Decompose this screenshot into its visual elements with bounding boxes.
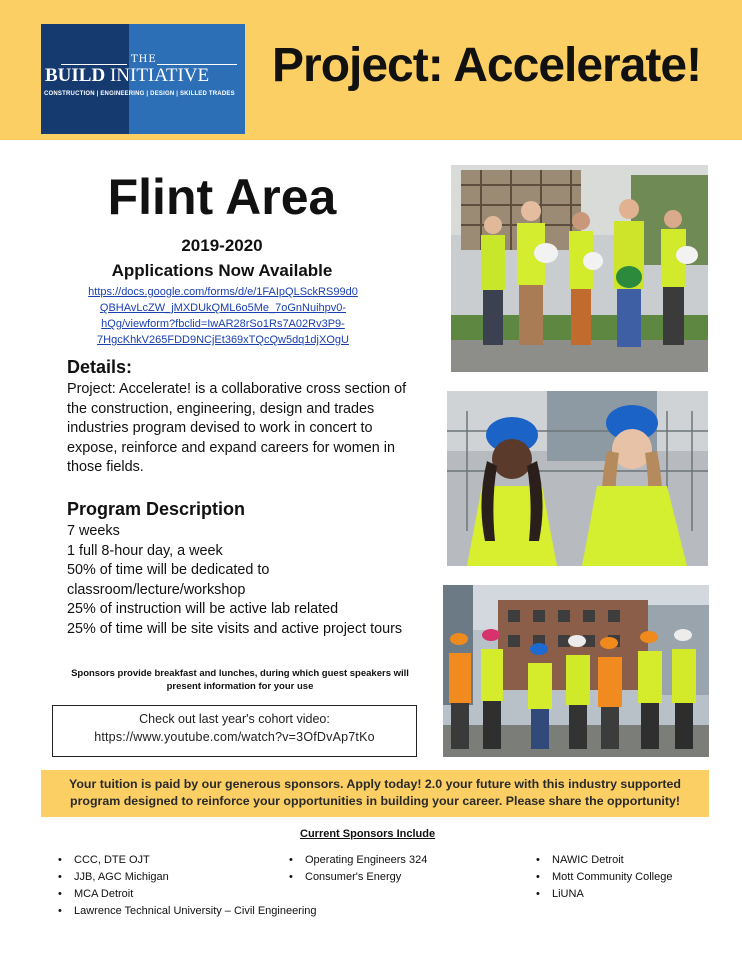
sponsor-item: • MCA Detroit	[58, 886, 317, 903]
video-link[interactable]: https://www.youtube.com/watch?v=3OfDvAp7tKo	[94, 730, 375, 744]
application-link-line[interactable]: hQg/viewform?fbclid=IwAR28rSo1Rs7A02Rv3P9-	[101, 318, 345, 330]
details-heading: Details:	[67, 357, 133, 377]
logo-tagline: CONSTRUCTION | ENGINEERING | DESIGN | SKILLED TRADES	[44, 91, 235, 97]
logo-wordmark	[45, 65, 209, 87]
logo-word-build: BUILD	[45, 65, 106, 86]
photo-two-women-blue-hardhats	[447, 391, 708, 566]
sponsor-item: • JJB, AGC Michigan	[58, 869, 317, 886]
sponsor-item: • Lawrence Technical University – Civil Engineering	[58, 903, 317, 920]
sponsor-item: • Mott Community College	[536, 869, 672, 886]
video-callout-box	[52, 705, 417, 757]
sponsor-item: • Operating Engineers 324	[289, 852, 427, 869]
sponsor-item: • CCC, DTE OJT	[58, 852, 317, 869]
program-item: 25% of instruction will be active lab related	[67, 601, 339, 618]
sponsors-list-col1	[58, 852, 317, 920]
program-item: 7 weeks	[67, 523, 120, 539]
application-link-line[interactable]: QBHAvLcZW_jMXDUkQML6o5Me_7oGnNuihpv0-	[99, 302, 347, 314]
application-link-line[interactable]: 7HgcKhkV265FDD9NCjEt369xTQcQw5dq1djXOgU	[97, 334, 349, 346]
sponsor-note: Sponsors provide breakfast and lunches, during which guest speakers will present information for your use	[71, 668, 409, 692]
sponsors-list-col2	[289, 852, 427, 886]
tuition-banner-text: Your tuition is paid by our generous sponsors. Apply today! 2.0 your future with this industry supported program designed to reinforce your opportunities in building your career. Please share the opportunity!	[69, 777, 681, 808]
program-item: 1 full 8-hour day, a week	[67, 542, 223, 559]
details-body: Project: Accelerate! is a collaborative cross section of the construction, engineering, design and trades industries program devised to work in concert to expose, reinforce and expand careers for women in those fields.	[67, 381, 407, 476]
logo-the: THE	[131, 54, 157, 65]
program-heading: Program Description	[67, 499, 246, 519]
build-initiative-logo	[41, 24, 245, 134]
sponsor-item: • NAWIC Detroit	[536, 852, 672, 869]
city-heading: Flint Area	[107, 169, 337, 225]
sponsor-item: • LiUNA	[536, 886, 672, 903]
program-years: 2019-2020	[181, 236, 263, 255]
tuition-banner	[41, 770, 709, 817]
applications-available: Applications Now Available	[111, 261, 333, 280]
sponsors-list-col3	[536, 852, 672, 903]
video-label: Check out last year's cohort video:	[139, 712, 330, 726]
photo-women-hardhats-garden	[451, 165, 708, 372]
logo-word-initiative: INITIATIVE	[109, 65, 210, 86]
program-item: 50% of time will be dedicated to classroom/lecture/workshop	[67, 562, 270, 598]
header-banner	[0, 0, 742, 140]
sponsor-item: • Consumer's Energy	[289, 869, 427, 886]
page-title: Project: Accelerate!	[272, 39, 702, 92]
application-link[interactable]	[58, 284, 388, 348]
program-list	[67, 522, 419, 640]
application-link-line[interactable]: https://docs.google.com/forms/d/e/1FAIpQLSckRS99d0	[88, 286, 358, 298]
sponsors-heading: Current Sponsors Include	[300, 828, 436, 840]
photo-group-site-visit	[443, 585, 709, 757]
program-item: 25% of time will be site visits and active project tours	[67, 620, 403, 637]
